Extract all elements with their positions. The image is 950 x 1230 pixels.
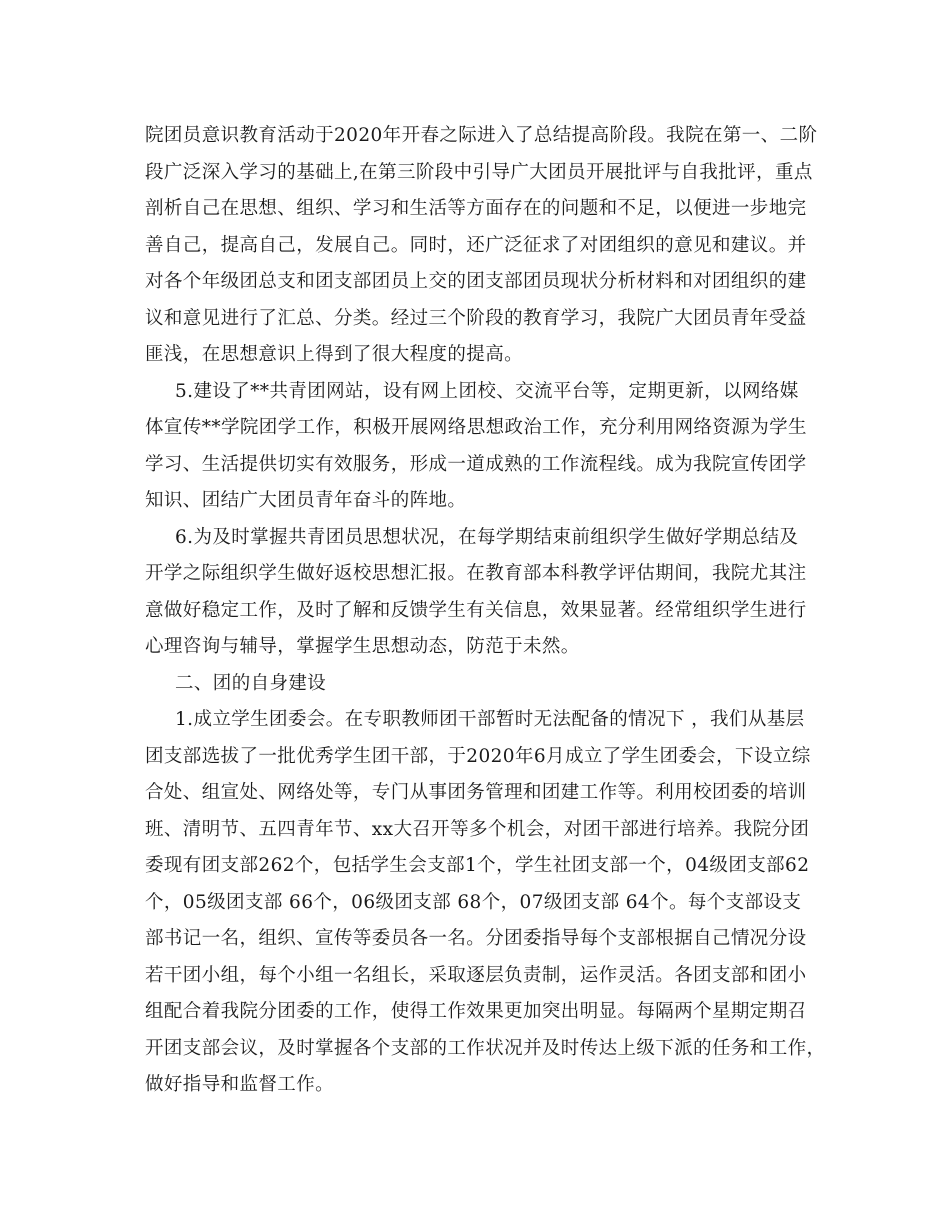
text-line: 匪浅，在思想意识上得到了很大程度的提高。 xyxy=(145,344,524,365)
text-line: 二、团的自身建设 xyxy=(175,672,327,694)
text-line: 合处、组宣处、网络处等，专门从事团务管理和团建工作等。利用校团委的培训 xyxy=(145,782,807,803)
text-line: 善自己，提高自己，发展自己。同时，还广泛征求了对团组织的意见和建议。并 xyxy=(145,234,807,256)
text-line: 若干团小组，每个小组一名组长，采取逐层负责制，运作灵活。各团支部和团小 xyxy=(145,964,807,986)
text-line: 意做好稳定工作，及时了解和反馈学生有关信息，效果显著。经常组织学生进行 xyxy=(145,599,807,621)
text-line: 委现有团支部262个，包括学生会支部1个，学生社团支部一个，04级团支部62 xyxy=(145,855,810,876)
text-line: 6.为及时掌握共青团员思想状况，在每学期结束前组织学生做好学期总结及 xyxy=(175,526,799,548)
text-line: 班、清明节、五四青年节、xx大召开等多个机会，对团干部进行培养。我院分团 xyxy=(145,818,810,840)
text-line: 组配合着我院分团委的工作，使得工作效果更加突出明显。每隔两个星期定期召 xyxy=(145,1001,807,1022)
text-line: 1.成立学生团委会。在专职教师团干部暂时无法配备的情况下 ，我们从基层 xyxy=(175,709,805,730)
text-line: 个，05级团支部 66个，06级团支部 68个，07级团支部 64个。每个支部设支 xyxy=(145,891,802,913)
text-line: 心理咨询与辅导，掌握学生思想动态，防范于未然。 xyxy=(145,636,580,657)
text-line: 开团支部会议，及时掌握各个支部的工作状况并及时传达上级下派的任务和工作， xyxy=(145,1037,826,1059)
text-line: 剖析自己在思想、组织、学习和生活等方面存在的问题和不足，以便进一步地完 xyxy=(145,198,807,219)
text-line: 体宣传**学院团学工作，积极开展网络思想政治工作，充分利用网络资源为学生 xyxy=(145,417,807,438)
text-line: 知识、团结广大团员青年奋斗的阵地。 xyxy=(145,490,467,511)
text-line: 团支部选拔了一批优秀学生团干部，于2020年6月成立了学生团委会，下设立综 xyxy=(145,745,811,767)
text-line: 部书记一名，组织、宣传等委员各一名。分团委指导每个支部根据自己情况分设 xyxy=(145,928,807,949)
text-line: 5.建设了**共青团网站，设有网上团校、交流平台等，定期更新，以网络媒 xyxy=(175,380,799,402)
text-line: 段广泛深入学习的基础上,在第三阶段中引导广大团员开展批评与自我批评，重点 xyxy=(145,161,813,183)
document-body xyxy=(145,118,826,1104)
text-line: 学习、生活提供切实有效服务，形成一道成熟的工作流程线。成为我院宣传团学 xyxy=(145,453,807,475)
text-line: 做好指导和监督工作。 xyxy=(145,1074,335,1095)
text-line: 议和意见进行了汇总、分类。经过三个阶段的教育学习，我院广大团员青年受益 xyxy=(145,307,807,329)
text-line: 开学之际组织学生做好返校思想汇报。在教育部本科教学评估期间，我院尤其注 xyxy=(145,563,807,584)
text-line: 院团员意识教育活动于2020年开春之际进入了总结提高阶段。我院在第一、二阶 xyxy=(145,125,818,146)
text-line: 对各个年级团总支和团支部团员上交的团支部团员现状分析材料和对团组织的建 xyxy=(145,271,807,292)
